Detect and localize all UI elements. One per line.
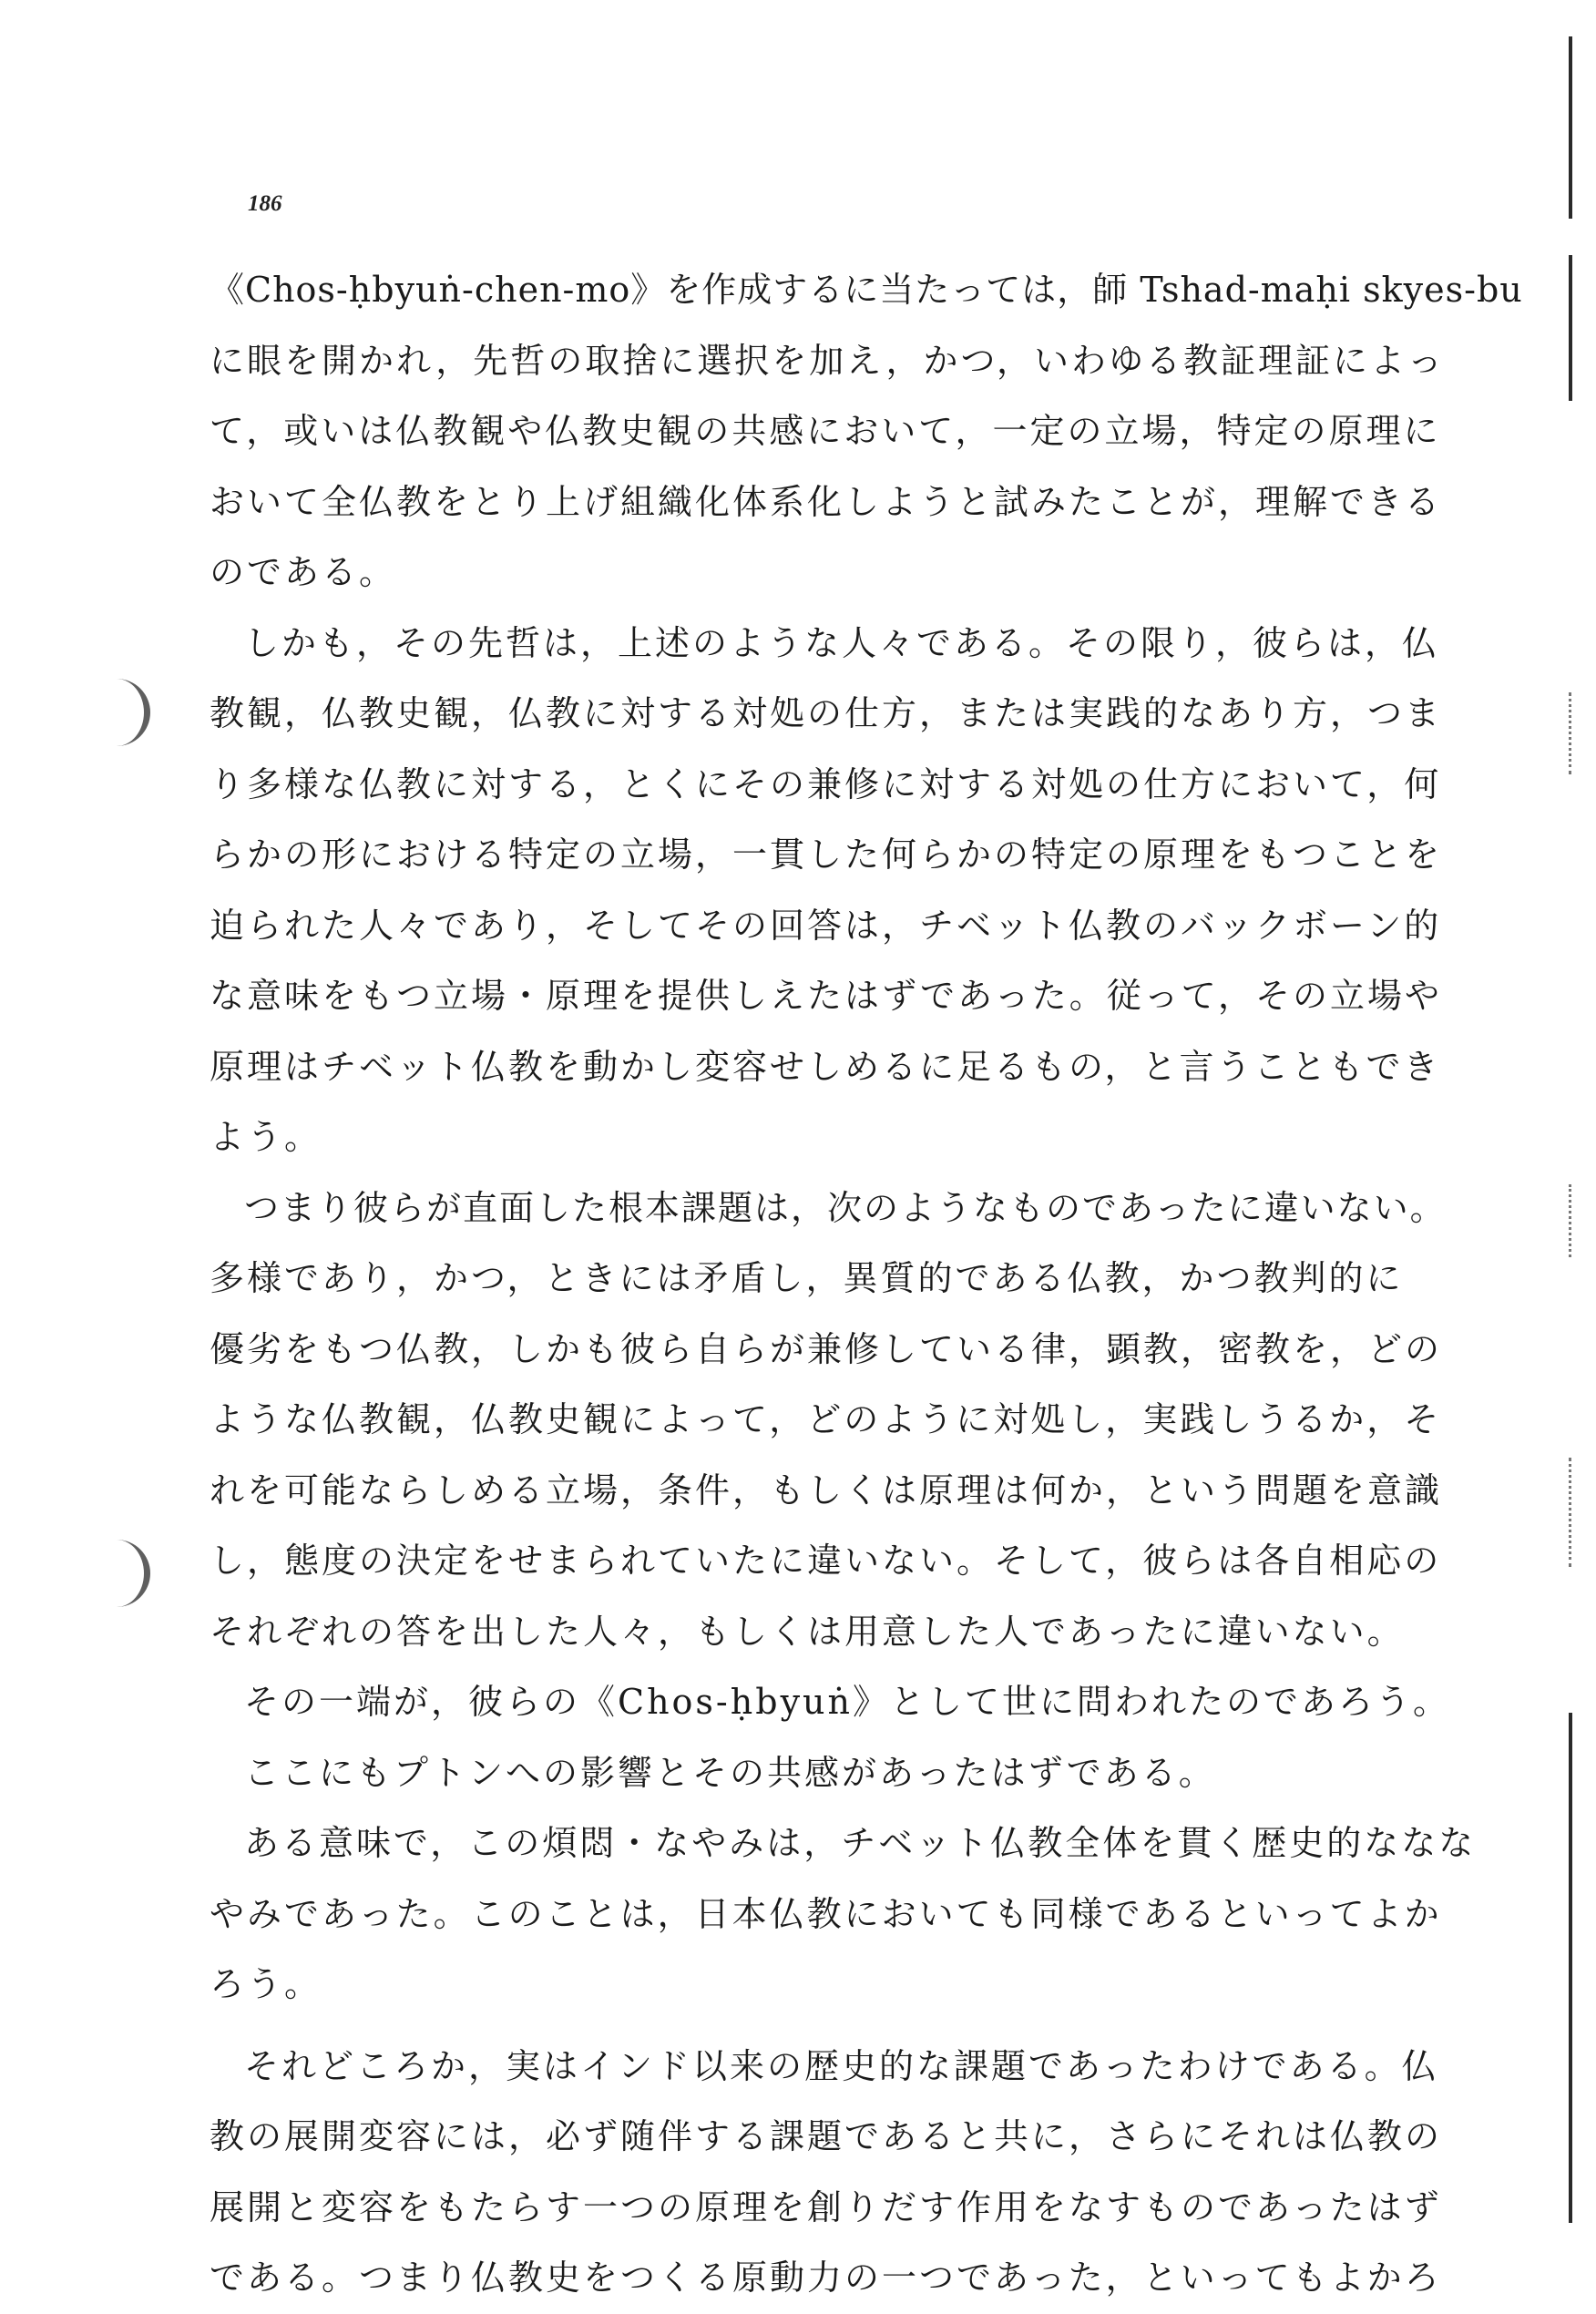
text-line: のである。 <box>210 552 397 592</box>
text-line: ここにもプトンへの影響とその共感があったはずである。 <box>244 1752 1216 1793</box>
text-line: それどころか，実はインド以来の歴史的な課題であったわけである。仏 <box>244 2045 1439 2086</box>
text-line: やみであった。このことは，日本仏教においても同様であるといってよか <box>210 1893 1442 1934</box>
text-line: れを可能ならしめる立場，条件，もしくは原理は何か，という問題を意識 <box>210 1469 1443 1510</box>
binding-hole-mark-bottom <box>113 1540 150 1607</box>
text-line: し，態度の決定をせまられていたに違いない。そして，彼らは各自相応の <box>210 1541 1442 1581</box>
page-number: 186 <box>248 191 282 216</box>
text-line: おいて全仏教をとり上げ組織化体系化しようと試みたことが，理解できる <box>210 481 1443 522</box>
text-line: 原理はチベット仏教を動かし変容せしめるに足るもの，と言うこともでき <box>210 1046 1441 1087</box>
text-line: よう。 <box>210 1117 322 1157</box>
text-line: それぞれの答を出した人々，もしくは用意した人であったに違いない。 <box>210 1611 1405 1652</box>
text-line: に眼を開かれ，先哲の取捨に選択を加え，かつ，いわゆる教証理証によっ <box>210 340 1446 381</box>
text-line: 多様であり，かつ，ときには矛盾し，異質的である仏教，かつ教判的に <box>210 1258 1404 1298</box>
text-line: 教の展開変容には，必ず随伴する課題であると共に，さらにそれは仏教の <box>210 2116 1443 2156</box>
text-line: 迫られた人々であり，そしてその回答は，チベット仏教のバックボーン的 <box>210 905 1442 946</box>
text-line: り多様な仏教に対する，とくにその兼修に対する対処の仕方において，何 <box>210 763 1442 804</box>
binding-hole-mark-top <box>113 679 150 746</box>
text-line: 優劣をもつ仏教，しかも彼ら自らが兼修している律，顕教，密教を，どの <box>210 1328 1443 1369</box>
text-line: らかの形における特定の立場，一貫した何らかの特定の原理をもつことを <box>210 834 1443 875</box>
scan-edge-line <box>1569 36 1572 219</box>
text-line: て，或いは仏教観や仏教史観の共感において，一定の立場，特定の原理に <box>210 411 1441 451</box>
text-line: な意味をもつ立場・原理を提供しえたはずであった。従って，その立場や <box>210 976 1443 1016</box>
text-line: しかも，その先哲は，上述のような人々である。その限り，彼らは，仏 <box>244 622 1440 663</box>
text-block <box>210 255 1523 2314</box>
text-line: つまり彼らが直面した根本課題は，次のようなものであったに違いない。 <box>244 1187 1447 1228</box>
scan-edge-dots <box>1569 1458 1571 1567</box>
text-line: 《Chos-ḥbyuṅ-chen-mo》を作成するに当たっては，師 Tshad-maḥi skyes-bu <box>210 270 1523 310</box>
text-line: 展開と変容をもたらす一つの原理を創りだす作用をなすものであったはず <box>210 2186 1442 2227</box>
scan-edge-dots <box>1569 1184 1571 1257</box>
text-line: 教観，仏教史観，仏教に対する対処の仕方，または実践的なあり方，つま <box>210 693 1443 733</box>
scan-edge-line <box>1569 1713 1572 2223</box>
text-line: ような仏教観，仏教史観によって，どのように対処し，実践しうるか，そ <box>210 1399 1442 1439</box>
text-line: ある意味で，この煩悶・なやみは，チベット仏教全体を貫く歴史的ななな <box>244 1823 1477 1863</box>
text-line: その一端が，彼らの《Chos-ḥbyuṅ》として世に問われたのであろう。 <box>244 1682 1450 1722</box>
text-line: である。つまり仏教史をつくる原動力の一つであった，といってもよかろ <box>210 2258 1442 2298</box>
scan-edge-dots <box>1569 692 1571 774</box>
text-line: ろう。 <box>210 1964 322 2004</box>
scan-edge-line <box>1569 255 1572 401</box>
